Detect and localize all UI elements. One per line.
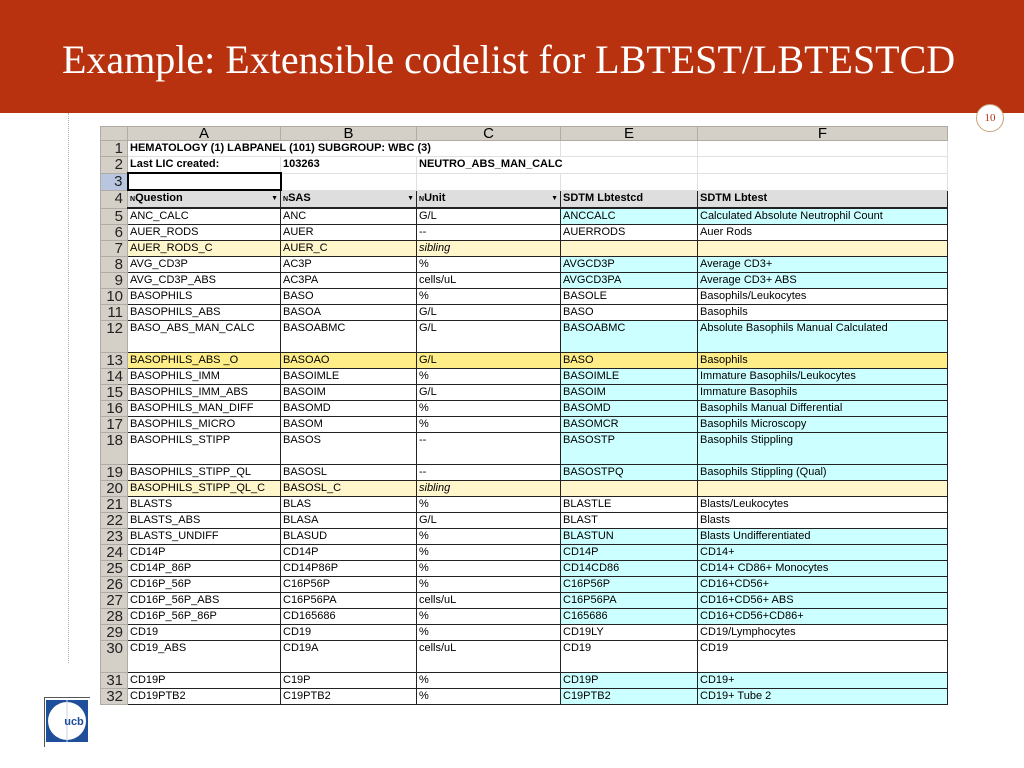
question-cell[interactable]: CD16P_56P_86P	[128, 609, 281, 625]
unit-cell[interactable]: %	[417, 689, 561, 705]
unit-cell[interactable]: %	[417, 577, 561, 593]
unit-cell[interactable]: --	[417, 465, 561, 481]
lbtestcd-cell[interactable]: BASOIM	[561, 385, 698, 401]
unit-cell[interactable]: %	[417, 497, 561, 513]
table-row	[101, 257, 948, 273]
row-number[interactable]: 31	[101, 673, 128, 689]
lbtest-cell[interactable]: Auer Rods	[698, 225, 948, 241]
column-header-c[interactable]: C	[417, 127, 561, 141]
spreadsheet	[100, 126, 948, 705]
row-number[interactable]: 9	[101, 273, 128, 289]
row-number[interactable]: 20	[101, 481, 128, 497]
table-row	[101, 625, 948, 641]
header-question[interactable]	[128, 190, 281, 208]
lbtest-cell[interactable]: Basophils Microscopy	[698, 417, 948, 433]
lbtestcd-cell[interactable]: AVGCD3PA	[561, 273, 698, 289]
sas-cell[interactable]: AC3PA	[281, 273, 417, 289]
lbtestcd-cell[interactable]: BASOMCR	[561, 417, 698, 433]
table-row	[101, 417, 948, 433]
lbtestcd-cell[interactable]: BASOLE	[561, 289, 698, 305]
row-number[interactable]: 24	[101, 545, 128, 561]
unit-cell[interactable]: %	[417, 529, 561, 545]
lbtest-cell[interactable]: Blasts	[698, 513, 948, 529]
row-number[interactable]: 16	[101, 401, 128, 417]
row-number[interactable]: 13	[101, 353, 128, 369]
last-lic-name[interactable]: NEUTRO_ABS_MAN_CALC	[417, 157, 698, 174]
lbtest-cell[interactable]	[698, 241, 948, 257]
lbtest-cell[interactable]: Basophils/Leukocytes	[698, 289, 948, 305]
lbtestcd-cell[interactable]: C16P56P	[561, 577, 698, 593]
question-cell[interactable]: BASO_ABS_MAN_CALC	[128, 321, 281, 353]
question-cell[interactable]: AVG_CD3P_ABS	[128, 273, 281, 289]
lbtest-cell[interactable]: CD19/Lymphocytes	[698, 625, 948, 641]
question-cell[interactable]: BASOPHILS_IMM_ABS	[128, 385, 281, 401]
lbtest-cell[interactable]: CD14+ CD86+ Monocytes	[698, 561, 948, 577]
unit-cell[interactable]: %	[417, 673, 561, 689]
column-header-e[interactable]: E	[561, 127, 698, 141]
lbtest-cell[interactable]: Blasts Undifferentiated	[698, 529, 948, 545]
sheet-row-2	[101, 157, 948, 174]
sas-cell[interactable]: BASOSL_C	[281, 481, 417, 497]
table-header-row	[101, 190, 948, 208]
sas-cell[interactable]: BLAS	[281, 497, 417, 513]
selected-cell[interactable]	[128, 173, 281, 190]
filter-dropdown-icon[interactable]: ▼	[271, 195, 278, 202]
lbtestcd-cell[interactable]: C165686	[561, 609, 698, 625]
lbtestcd-cell[interactable]: AUERRODS	[561, 225, 698, 241]
panel-title-cell[interactable]: HEMATOLOGY (1) LABPANEL (101) SUBGROUP: WBC (3)	[128, 141, 561, 157]
slide-title: Example: Extensible codelist for LBTEST/LBTESTCD	[62, 37, 956, 82]
unit-cell[interactable]: --	[417, 433, 561, 465]
cell[interactable]	[417, 173, 561, 190]
sas-cell[interactable]: CD165686	[281, 609, 417, 625]
table-row	[101, 433, 948, 465]
unit-cell[interactable]: %	[417, 545, 561, 561]
unit-cell[interactable]: %	[417, 401, 561, 417]
sas-cell[interactable]: C16P56P	[281, 577, 417, 593]
unit-cell[interactable]: G/L	[417, 385, 561, 401]
cell[interactable]	[698, 141, 948, 157]
filter-marker: N	[283, 195, 289, 203]
lbtest-cell[interactable]: CD14+	[698, 545, 948, 561]
lbtest-cell[interactable]: Basophils Stippling	[698, 433, 948, 465]
table-row	[101, 385, 948, 401]
filter-dropdown-icon[interactable]: ▼	[407, 194, 414, 202]
question-cell[interactable]: BLASTS	[128, 497, 281, 513]
filter-marker: N	[130, 196, 136, 203]
table-row	[101, 353, 948, 369]
sas-cell[interactable]: BASOM	[281, 417, 417, 433]
row-number[interactable]: 8	[101, 257, 128, 273]
sas-cell[interactable]: BASOIM	[281, 385, 417, 401]
divider	[68, 113, 69, 663]
question-cell[interactable]: BASOPHILS_ABS _O	[128, 353, 281, 369]
header-sdtm-lbtest[interactable]: SDTM Lbtest	[698, 190, 948, 208]
lbtestcd-cell[interactable]: BASO	[561, 305, 698, 321]
lbtestcd-cell[interactable]: CD19LY	[561, 625, 698, 641]
lbtestcd-cell[interactable]: BASOSTP	[561, 433, 698, 465]
row-number[interactable]: 7	[101, 241, 128, 257]
question-cell[interactable]: BLASTS_UNDIFF	[128, 529, 281, 545]
sas-cell[interactable]: AUER	[281, 225, 417, 241]
sheet-row-1	[101, 141, 948, 157]
sas-cell[interactable]: BASOS	[281, 433, 417, 465]
table-row	[101, 529, 948, 545]
question-cell[interactable]: ANC_CALC	[128, 208, 281, 225]
row-number[interactable]: 6	[101, 225, 128, 241]
unit-cell[interactable]: G/L	[417, 305, 561, 321]
unit-cell[interactable]: %	[417, 257, 561, 273]
sas-cell[interactable]: BASO	[281, 289, 417, 305]
cell[interactable]	[698, 157, 948, 174]
lbtestcd-cell[interactable]: CD19	[561, 641, 698, 673]
question-cell[interactable]: BASOPHILS_IMM	[128, 369, 281, 385]
svg-text:ucb: ucb	[64, 716, 84, 728]
lbtestcd-cell[interactable]	[561, 481, 698, 497]
lbtestcd-cell[interactable]	[561, 241, 698, 257]
lbtest-cell[interactable]: CD19+	[698, 673, 948, 689]
question-cell[interactable]: BASOPHILS	[128, 289, 281, 305]
question-cell[interactable]: CD19P	[128, 673, 281, 689]
sas-cell[interactable]: ANC	[281, 208, 417, 225]
row-number[interactable]: 25	[101, 561, 128, 577]
row-number[interactable]: 4	[101, 190, 128, 208]
row-number[interactable]: 17	[101, 417, 128, 433]
row-number[interactable]: 3	[101, 173, 128, 190]
lbtest-cell[interactable]: Basophils Stippling (Qual)	[698, 465, 948, 481]
question-cell[interactable]: CD14P	[128, 545, 281, 561]
row-number[interactable]: 23	[101, 529, 128, 545]
sas-cell[interactable]: BASOABMC	[281, 321, 417, 353]
column-header-f[interactable]: F	[698, 127, 948, 141]
row-number[interactable]: 10	[101, 289, 128, 305]
sas-cell[interactable]: BASOAO	[281, 353, 417, 369]
table-row	[101, 305, 948, 321]
question-cell[interactable]: BASOPHILS_STIPP_QL_C	[128, 481, 281, 497]
lbtest-cell[interactable]: CD16+CD56+CD86+	[698, 609, 948, 625]
lbtest-cell[interactable]: CD19	[698, 641, 948, 673]
sas-cell[interactable]: C19P	[281, 673, 417, 689]
question-cell[interactable]: CD19	[128, 625, 281, 641]
table-row	[101, 465, 948, 481]
table-row	[101, 673, 948, 689]
question-cell[interactable]: AUER_RODS	[128, 225, 281, 241]
row-number[interactable]: 28	[101, 609, 128, 625]
table-row	[101, 545, 948, 561]
row-number[interactable]: 30	[101, 641, 128, 673]
lbtestcd-cell[interactable]: BASOABMC	[561, 321, 698, 353]
unit-cell[interactable]: %	[417, 625, 561, 641]
row-number[interactable]: 14	[101, 369, 128, 385]
unit-cell[interactable]: %	[417, 289, 561, 305]
sas-cell[interactable]: BASOIMLE	[281, 369, 417, 385]
table-row	[101, 609, 948, 625]
unit-cell[interactable]: sibling	[417, 481, 561, 497]
lbtest-cell[interactable]: Basophils	[698, 353, 948, 369]
sas-cell[interactable]: BASOA	[281, 305, 417, 321]
unit-cell[interactable]: %	[417, 417, 561, 433]
sheet-row-3	[101, 173, 948, 190]
lbtest-cell[interactable]: Average CD3+ ABS	[698, 273, 948, 289]
lbtest-cell[interactable]: CD19+ Tube 2	[698, 689, 948, 705]
lbtestcd-cell[interactable]: ANCCALC	[561, 208, 698, 225]
corner-cell[interactable]	[101, 127, 128, 141]
table-row	[101, 401, 948, 417]
question-cell[interactable]: CD14P_86P	[128, 561, 281, 577]
row-number[interactable]: 32	[101, 689, 128, 705]
question-cell[interactable]: CD16P_56P_ABS	[128, 593, 281, 609]
table-row	[101, 321, 948, 353]
table-row	[101, 577, 948, 593]
table-row	[101, 497, 948, 513]
question-cell[interactable]: BLASTS_ABS	[128, 513, 281, 529]
header-sas[interactable]	[281, 190, 417, 208]
table-row	[101, 593, 948, 609]
question-cell[interactable]: AUER_RODS_C	[128, 241, 281, 257]
table-row	[101, 273, 948, 289]
sas-cell[interactable]: BLASA	[281, 513, 417, 529]
lbtest-cell[interactable]: Immature Basophils/Leukocytes	[698, 369, 948, 385]
unit-cell[interactable]: %	[417, 561, 561, 577]
table-row	[101, 208, 948, 225]
table-row	[101, 369, 948, 385]
lbtest-cell[interactable]: CD16+CD56+	[698, 577, 948, 593]
question-cell[interactable]: CD16P_56P	[128, 577, 281, 593]
table-row	[101, 225, 948, 241]
unit-cell[interactable]: G/L	[417, 321, 561, 353]
header-label: Question	[135, 192, 183, 204]
header-label: Unit	[424, 191, 446, 204]
table-row	[101, 561, 948, 577]
last-lic-value[interactable]: 103263	[281, 157, 417, 174]
column-header-b[interactable]: B	[281, 127, 417, 141]
lbtest-cell[interactable]: Calculated Absolute Neutrophil Count	[698, 208, 948, 225]
unit-cell[interactable]: %	[417, 609, 561, 625]
question-cell[interactable]: BASOPHILS_MAN_DIFF	[128, 401, 281, 417]
sas-cell[interactable]: C19PTB2	[281, 689, 417, 705]
sas-cell[interactable]: CD19A	[281, 641, 417, 673]
table-row	[101, 641, 948, 673]
unit-cell[interactable]: cells/uL	[417, 593, 561, 609]
cell[interactable]	[561, 173, 698, 190]
lbtestcd-cell[interactable]: C19PTB2	[561, 689, 698, 705]
lbtestcd-cell[interactable]: AVGCD3P	[561, 257, 698, 273]
table-row	[101, 689, 948, 705]
question-cell[interactable]: BASOPHILS_ABS	[128, 305, 281, 321]
cell[interactable]	[561, 141, 698, 157]
sas-cell[interactable]: CD14P	[281, 545, 417, 561]
filter-dropdown-icon[interactable]: ▼	[551, 194, 558, 202]
header-unit[interactable]	[417, 190, 561, 208]
lbtestcd-cell[interactable]: BLAST	[561, 513, 698, 529]
row-number[interactable]: 5	[101, 208, 128, 225]
question-cell[interactable]: CD19PTB2	[128, 689, 281, 705]
unit-cell[interactable]: G/L	[417, 208, 561, 225]
sas-cell[interactable]: AUER_C	[281, 241, 417, 257]
unit-cell[interactable]: cells/uL	[417, 273, 561, 289]
row-number[interactable]: 27	[101, 593, 128, 609]
last-lic-label[interactable]: Last LIC created:	[128, 157, 281, 174]
cell[interactable]	[698, 173, 948, 190]
table-row	[101, 513, 948, 529]
row-number[interactable]: 21	[101, 497, 128, 513]
column-header-a[interactable]: A	[128, 127, 281, 141]
row-number[interactable]: 11	[101, 305, 128, 321]
unit-cell[interactable]: sibling	[417, 241, 561, 257]
lbtestcd-cell[interactable]: CD19P	[561, 673, 698, 689]
sas-cell[interactable]: C16P56PA	[281, 593, 417, 609]
row-number[interactable]: 1	[101, 141, 128, 157]
row-number[interactable]: 2	[101, 157, 128, 174]
lbtest-cell[interactable]: Immature Basophils	[698, 385, 948, 401]
lbtest-cell[interactable]: Average CD3+	[698, 257, 948, 273]
sas-cell[interactable]: BASOMD	[281, 401, 417, 417]
filter-marker: N	[419, 195, 425, 203]
title-banner	[0, 0, 1024, 113]
lbtest-cell[interactable]: CD16+CD56+ ABS	[698, 593, 948, 609]
row-number[interactable]: 19	[101, 465, 128, 481]
question-cell[interactable]: BASOPHILS_STIPP	[128, 433, 281, 465]
lbtest-cell[interactable]: Blasts/Leukocytes	[698, 497, 948, 513]
sas-cell[interactable]: BLASUD	[281, 529, 417, 545]
lbtestcd-cell[interactable]: BLASTUN	[561, 529, 698, 545]
cell[interactable]	[281, 173, 417, 190]
lbtestcd-cell[interactable]: CD14CD86	[561, 561, 698, 577]
question-cell[interactable]: BASOPHILS_STIPP_QL	[128, 465, 281, 481]
table-row	[101, 241, 948, 257]
sas-cell[interactable]: CD19	[281, 625, 417, 641]
ucb-logo	[44, 697, 90, 747]
unit-cell[interactable]: --	[417, 225, 561, 241]
table-row	[101, 289, 948, 305]
lbtestcd-cell[interactable]: BLASTLE	[561, 497, 698, 513]
unit-cell[interactable]: %	[417, 369, 561, 385]
unit-cell[interactable]: G/L	[417, 353, 561, 369]
lbtest-cell[interactable]	[698, 481, 948, 497]
lbtestcd-cell[interactable]: BASOSTPQ	[561, 465, 698, 481]
page-number: 10	[976, 104, 1004, 132]
question-cell[interactable]: BASOPHILS_MICRO	[128, 417, 281, 433]
row-number[interactable]: 29	[101, 625, 128, 641]
row-number[interactable]: 26	[101, 577, 128, 593]
row-number[interactable]: 15	[101, 385, 128, 401]
row-number[interactable]: 12	[101, 321, 128, 353]
lbtest-cell[interactable]: Basophils	[698, 305, 948, 321]
lbtest-cell[interactable]: Absolute Basophils Manual Calculated	[698, 321, 948, 353]
sas-cell[interactable]: CD14P86P	[281, 561, 417, 577]
question-cell[interactable]: AVG_CD3P	[128, 257, 281, 273]
sas-cell[interactable]: BASOSL	[281, 465, 417, 481]
row-number[interactable]: 18	[101, 433, 128, 465]
lbtestcd-cell[interactable]: CD14P	[561, 545, 698, 561]
lbtestcd-cell[interactable]: BASOIMLE	[561, 369, 698, 385]
question-cell[interactable]: CD19_ABS	[128, 641, 281, 673]
table-row	[101, 481, 948, 497]
sas-cell[interactable]: AC3P	[281, 257, 417, 273]
unit-cell[interactable]: G/L	[417, 513, 561, 529]
lbtestcd-cell[interactable]: BASOMD	[561, 401, 698, 417]
lbtestcd-cell[interactable]: BASO	[561, 353, 698, 369]
header-sdtm-lbtestcd[interactable]: SDTM Lbtestcd	[561, 190, 698, 208]
lbtest-cell[interactable]: Basophils Manual Differential	[698, 401, 948, 417]
lbtestcd-cell[interactable]: C16P56PA	[561, 593, 698, 609]
unit-cell[interactable]: cells/uL	[417, 641, 561, 673]
header-label: SAS	[288, 191, 311, 204]
row-number[interactable]: 22	[101, 513, 128, 529]
column-header-row	[101, 127, 948, 141]
